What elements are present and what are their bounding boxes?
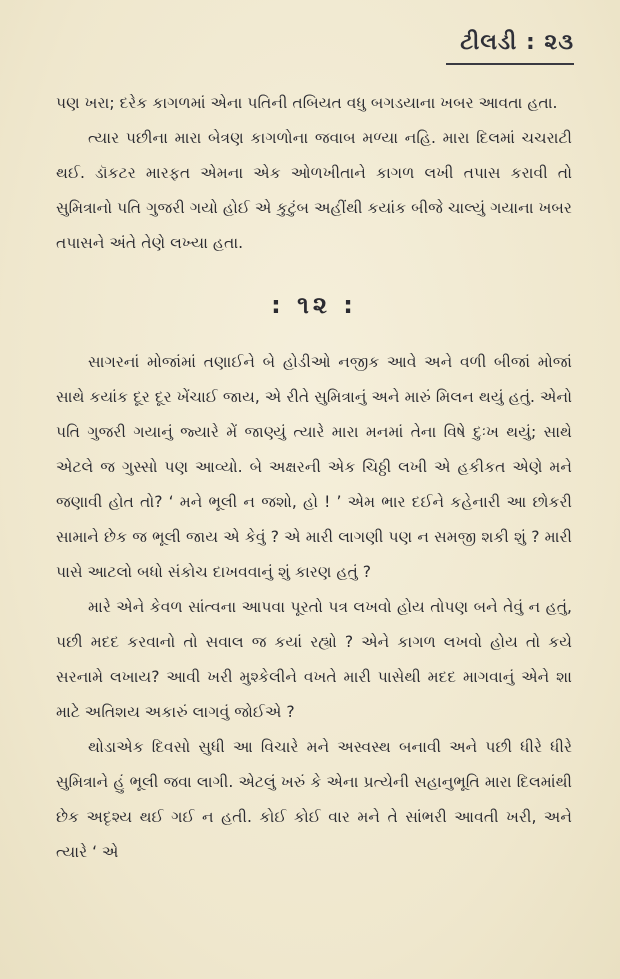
page-number-label: ટીલડી : ૨૩ xyxy=(460,30,574,55)
paragraph: પણ ખરા; દરેક કાગળમાં એના પતિની તબિયત વધુ બગડયાના ખબર આવતા હતા. xyxy=(56,94,558,112)
chapter-number: : ૧૨ : xyxy=(271,291,357,319)
paragraph: થોડાએક દિવસો સુધી આ વિચારે મને અસ્વસ્થ બનાવી અને પછી ધીરે ધીરે સુમિત્રાને હું ભૂલી જવા લાગી. એટલું ખરું કે એના પ્રત્યેની સહાનુભૂતિ મારા દિલમાંથી છેક અદૃશ્ય થઈ ગઈ ન હતી. કોઈ કોઈ વાર મને તે સાંભરી આવતી ખરી, અને ત્યારે ‘ એ xyxy=(56,738,572,861)
page-header xyxy=(446,30,574,65)
paragraph: મારે એને કેવળ સાંત્વના આપવા પૂરતો પત્ર લખવો હોય તોપણ બને તેવું ન હતું, પછી મદદ કરવાનો તો સવાલ જ કયાં રહ્યો ? એને કાગળ લખવો હોય તો કયે સરનામે લખાય? આવી ખરી મુશ્કેલીને વખતે મારી પાસેથી મદદ માગવાનું એને શા માટે અતિશય અકારું લાગવું જોઈએ ? xyxy=(56,598,572,721)
body-text xyxy=(56,86,572,870)
paragraph: ત્યાર પછીના મારા બેત્રણ કાગળોના જવાબ મળ્યા નહિ. મારા દિલમાં ચચરાટી થઈ. ડૉકટર મારફત એમના એક ઓળખીતાને કાગળ લખી તપાસ કરાવી તો સુમિત્રાનો પતિ ગુજરી ગયો હોઈ એ કુટુંબ અહીંથી કયાંક બીજે ચાલ્યું ગયાના ખબર તપાસને અંતે તેણે લખ્યા હતા. xyxy=(56,129,572,252)
paragraph: સાગરનાં મોજાંમાં તણાઈને બે હોડીઓ નજીક આવે અને વળી બીજાં મોજાં સાથે કયાંક દૂર દૂર ખેંચાઈ જાય, એ રીતે સુમિત્રાનું અને મારું મિલન થયું હતું. એનો પતિ ગુજરી ગયાનું જ્યારે મેં જાણ્યું ત્યારે મારા મનમાં તેના વિષે દુઃખ થયું; સાથે એટલે જ ગુસ્સો પણ આવ્યો. બે અક્ષરની એક ચિઠ્ઠી લખી એ હકીકત એણે મને જણાવી હોત તો? ‘ મને ભૂલી ન જશો, હો ! ’ એમ ભાર દઈને કહેનારી આ છોકરી સામાને છેક જ ભૂલી જાય એ કેવું ? એ મારી લાગણી પણ ન સમજી શકી શું ? મારી પાસે આટલો બધો સંકોચ દાખવવાનું શું કારણ હતું ? xyxy=(56,353,572,581)
header-underline xyxy=(446,63,574,65)
